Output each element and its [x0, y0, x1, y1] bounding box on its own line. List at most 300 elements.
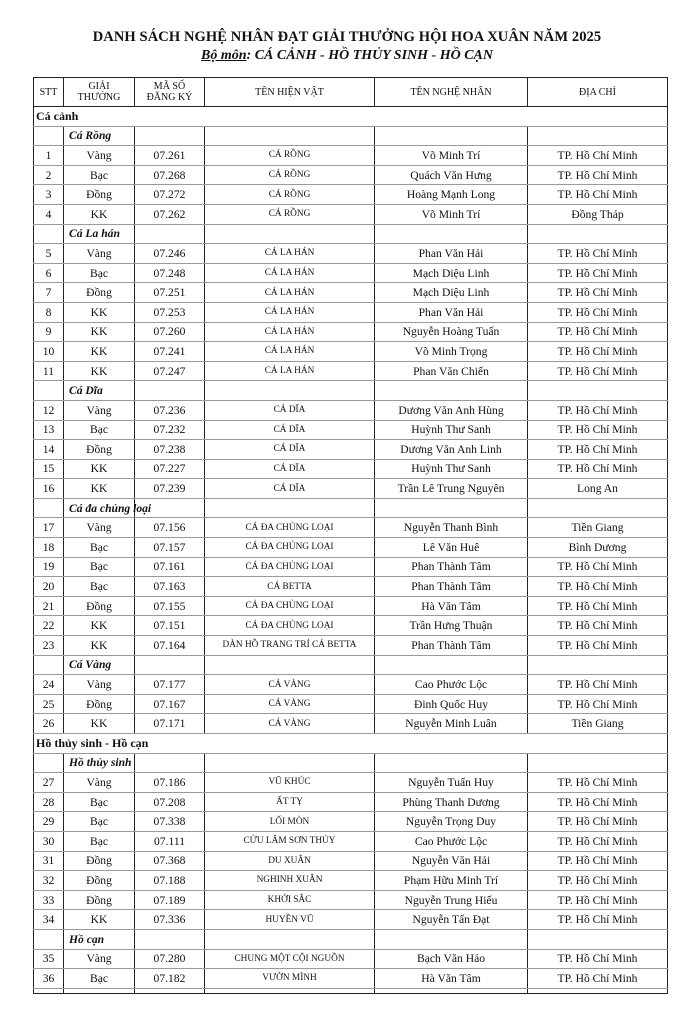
stt-cell: 13 [34, 420, 64, 440]
category-row [34, 107, 668, 127]
award-cell: Đồng [64, 871, 135, 891]
stt-cell: 20 [34, 577, 64, 597]
artisan-name-cell: Trần Lê Trung Nguyên [375, 479, 528, 499]
address-cell: TP. Hồ Chí Minh [528, 831, 668, 851]
empty-cell [375, 126, 528, 146]
stt-cell: 7 [34, 283, 64, 303]
award-cell: Đồng [64, 694, 135, 714]
table-header-row [34, 78, 668, 107]
empty-cell [205, 498, 375, 518]
empty-cell [375, 929, 528, 949]
address-cell: Tiền Giang [528, 518, 668, 538]
stt-cell: 35 [34, 949, 64, 969]
item-name-cell: CÁ LA HÁN [205, 322, 375, 342]
empty-cell [375, 753, 528, 773]
table-row [34, 302, 668, 322]
registration-code-cell: 07.336 [135, 910, 205, 930]
empty-cell [135, 224, 205, 244]
stt-cell: 16 [34, 479, 64, 499]
table-row [34, 773, 668, 793]
stt-cell: 9 [34, 322, 64, 342]
registration-code-cell: 07.227 [135, 459, 205, 479]
address-cell: TP. Hồ Chí Minh [528, 302, 668, 322]
table-row [34, 400, 668, 420]
award-cell: Đồng [64, 596, 135, 616]
address-cell: TP. Hồ Chí Minh [528, 910, 668, 930]
artisan-name-cell: Nguyễn Thanh Bình [375, 518, 528, 538]
artisan-name-cell: Cao Phước Lộc [375, 675, 528, 695]
empty-cell [205, 126, 375, 146]
stt-cell: 29 [34, 812, 64, 832]
item-name-cell: CÁ LA HÁN [205, 263, 375, 283]
address-cell: TP. Hồ Chí Minh [528, 440, 668, 460]
empty-cell [135, 381, 205, 401]
empty-cell [34, 498, 64, 518]
table-row [34, 204, 668, 224]
item-name-cell: CÁ LA HÁN [205, 342, 375, 362]
artisan-name-cell: Nguyễn Trung Hiếu [375, 890, 528, 910]
item-name-cell: CÁ LA HÁN [205, 283, 375, 303]
address-cell: Đồng Tháp [528, 204, 668, 224]
empty-cell [528, 929, 668, 949]
table-row [34, 831, 668, 851]
artisan-name-cell: Bạch Văn Hảo [375, 949, 528, 969]
artisan-name-cell: Võ Minh Trí [375, 146, 528, 166]
registration-code-cell: 07.338 [135, 812, 205, 832]
artisan-name-cell: Hà Văn Tâm [375, 596, 528, 616]
award-cell: KK [64, 910, 135, 930]
item-name-cell: CÁ BETTA [205, 577, 375, 597]
subcategory-name: Cá Vàng [64, 655, 135, 675]
address-cell: TP. Hồ Chí Minh [528, 773, 668, 793]
stt-cell: 22 [34, 616, 64, 636]
empty-cell [375, 655, 528, 675]
award-cell: Đồng [64, 283, 135, 303]
header-ma-so-line1: MÃ SỐ [153, 81, 186, 92]
item-name-cell: CÁ DĨA [205, 479, 375, 499]
address-cell: TP. Hồ Chí Minh [528, 675, 668, 695]
stt-cell: 36 [34, 969, 64, 989]
subcategory-name: Cá La hán [64, 224, 135, 244]
table-row [34, 165, 668, 185]
item-name-cell: CÁ ĐA CHỦNG LOẠI [205, 518, 375, 538]
stt-cell: 10 [34, 342, 64, 362]
award-cell: Đồng [64, 440, 135, 460]
category-row [34, 734, 668, 754]
item-name-cell: CÁ ĐA CHỦNG LOẠI [205, 596, 375, 616]
address-cell: Long An [528, 479, 668, 499]
registration-code-cell: 07.164 [135, 636, 205, 656]
address-cell: TP. Hồ Chí Minh [528, 322, 668, 342]
document-title: DANH SÁCH NGHỆ NHÂN ĐẠT GIẢI THƯỞNG HỘI HOA XUÂN NĂM 2025 [92, 29, 602, 45]
address-cell: TP. Hồ Chí Minh [528, 890, 668, 910]
award-cell: Bạc [64, 263, 135, 283]
award-cell: Bạc [64, 538, 135, 558]
artisan-name-cell: Huỳnh Thư Sanh [375, 420, 528, 440]
document-subtitle [0, 48, 694, 64]
registration-code-cell: 07.248 [135, 263, 205, 283]
stt-cell: 30 [34, 831, 64, 851]
item-name-cell: CÁ LA HÁN [205, 244, 375, 264]
table-row [34, 871, 668, 891]
item-name-cell: CÁ LA HÁN [205, 302, 375, 322]
stt-cell: 33 [34, 890, 64, 910]
empty-cell [135, 655, 205, 675]
subcategory-name: Hồ cạn [64, 929, 135, 949]
table-row [34, 851, 668, 871]
subcategory-name: Cá Dĩa [64, 381, 135, 401]
award-cell: Bạc [64, 557, 135, 577]
header-ten-hien-vat [205, 78, 375, 107]
empty-cell [205, 381, 375, 401]
stt-cell: 31 [34, 851, 64, 871]
registration-code-cell: 07.161 [135, 557, 205, 577]
table-row [34, 714, 668, 734]
address-cell: Tiền Giang [528, 714, 668, 734]
artisan-name-cell: Phan Văn Chiến [375, 361, 528, 381]
empty-cell [375, 498, 528, 518]
registration-code-cell: 07.171 [135, 714, 205, 734]
stt-cell: 28 [34, 792, 64, 812]
address-cell: TP. Hồ Chí Minh [528, 871, 668, 891]
table-row [34, 420, 668, 440]
stt-cell: 18 [34, 538, 64, 558]
item-name-cell: DÀN HỒ TRANG TRÍ CÁ BETTA [205, 636, 375, 656]
artisan-name-cell: Dương Văn Anh Linh [375, 440, 528, 460]
award-cell: Bạc [64, 812, 135, 832]
award-cell: KK [64, 361, 135, 381]
artisan-name-cell: Đinh Quốc Huy [375, 694, 528, 714]
stt-cell: 15 [34, 459, 64, 479]
registration-code-cell: 07.111 [135, 831, 205, 851]
artisan-name-cell: Phan Văn Hải [375, 302, 528, 322]
empty-cell [135, 929, 205, 949]
header-ma-so [135, 78, 205, 107]
stt-cell: 2 [34, 165, 64, 185]
stt-cell: 21 [34, 596, 64, 616]
address-cell: TP. Hồ Chí Minh [528, 263, 668, 283]
artisan-name-cell: Dương Văn Anh Hùng [375, 400, 528, 420]
address-cell: TP. Hồ Chí Minh [528, 694, 668, 714]
address-cell: TP. Hồ Chí Minh [528, 185, 668, 205]
address-cell: Bình Dương [528, 538, 668, 558]
artisan-name-cell: Nguyễn Tuấn Huy [375, 773, 528, 793]
stt-cell: 14 [34, 440, 64, 460]
award-cell: Đồng [64, 185, 135, 205]
subcategory-row [34, 381, 668, 401]
address-cell: TP. Hồ Chí Minh [528, 969, 668, 989]
table-row [34, 538, 668, 558]
registration-code-cell: 07.239 [135, 479, 205, 499]
stt-cell: 12 [34, 400, 64, 420]
registration-code-cell: 07.247 [135, 361, 205, 381]
category-name: Cá cảnh [34, 107, 668, 127]
subcategory-name: Cá Rồng [64, 126, 135, 146]
subcategory-row [34, 126, 668, 146]
artisan-name-cell: Phạm Hữu Minh Trí [375, 871, 528, 891]
award-cell: KK [64, 616, 135, 636]
subtitle-text: : CÁ CẢNH - HỒ THỦY SINH - HỒ CẠN [246, 48, 493, 63]
award-cell: Bạc [64, 792, 135, 812]
table-row [34, 459, 668, 479]
item-name-cell: CÁ VÀNG [205, 675, 375, 695]
registration-code-cell: 07.182 [135, 969, 205, 989]
award-cell: Vàng [64, 146, 135, 166]
item-name-cell: CÁ RỒNG [205, 204, 375, 224]
registration-code-cell: 07.155 [135, 596, 205, 616]
subcategory-row [34, 498, 668, 518]
award-cell: Bạc [64, 577, 135, 597]
table-row [34, 361, 668, 381]
stt-cell: 32 [34, 871, 64, 891]
stt-cell: 24 [34, 675, 64, 695]
award-cell: KK [64, 342, 135, 362]
empty-cell [34, 929, 64, 949]
header-ten-nghe-nhan [375, 78, 528, 107]
registration-code-cell: 07.177 [135, 675, 205, 695]
address-cell: TP. Hồ Chí Minh [528, 459, 668, 479]
registration-code-cell: 07.272 [135, 185, 205, 205]
registration-code-cell: 07.156 [135, 518, 205, 538]
stt-cell: 17 [34, 518, 64, 538]
table-row [34, 675, 668, 695]
stt-cell: 11 [34, 361, 64, 381]
registration-code-cell: 07.280 [135, 949, 205, 969]
registration-code-cell: 07.260 [135, 322, 205, 342]
stt-cell: 27 [34, 773, 64, 793]
artisan-name-cell: Huỳnh Thư Sanh [375, 459, 528, 479]
item-name-cell: CỬU LÂM SƠN THỦY [205, 831, 375, 851]
address-cell: TP. Hồ Chí Minh [528, 361, 668, 381]
empty-cell [135, 126, 205, 146]
stt-cell: 8 [34, 302, 64, 322]
header-ten-hien-vat-label: TÊN HIỆN VẬT [255, 86, 324, 98]
artisan-name-cell: Phan Thành Tâm [375, 636, 528, 656]
registration-code-cell: 07.151 [135, 616, 205, 636]
header-giai-thuong-line2: THƯỞNG [77, 92, 121, 103]
item-name-cell: CHUNG MỘT CỘI NGUỒN [205, 949, 375, 969]
header-giai-thuong [64, 78, 135, 107]
artisan-name-cell: Võ Minh Trí [375, 204, 528, 224]
artisan-name-cell: Nguyễn Văn Hải [375, 851, 528, 871]
stt-cell: 4 [34, 204, 64, 224]
item-name-cell: ẤT TỴ [205, 792, 375, 812]
empty-cell [205, 655, 375, 675]
registration-code-cell: 07.262 [135, 204, 205, 224]
subcategory-row [34, 753, 668, 773]
address-cell: TP. Hồ Chí Minh [528, 342, 668, 362]
empty-cell [205, 988, 375, 993]
artisan-name-cell: Phùng Thanh Dương [375, 792, 528, 812]
item-name-cell: CÁ RỒNG [205, 165, 375, 185]
registration-code-cell: 07.253 [135, 302, 205, 322]
empty-cell [34, 753, 64, 773]
stt-cell: 3 [34, 185, 64, 205]
registration-code-cell: 07.268 [135, 165, 205, 185]
table-row [34, 479, 668, 499]
award-cell: Bạc [64, 831, 135, 851]
item-name-cell: CÁ RỒNG [205, 146, 375, 166]
header-dia-chi [528, 78, 668, 107]
empty-cell [205, 929, 375, 949]
empty-cell [528, 655, 668, 675]
artisan-name-cell: Phan Thành Tâm [375, 577, 528, 597]
stt-cell: 1 [34, 146, 64, 166]
table-row [34, 949, 668, 969]
table-row [34, 322, 668, 342]
award-cell: Vàng [64, 400, 135, 420]
table-row [34, 342, 668, 362]
table-row [34, 890, 668, 910]
empty-cell [135, 753, 205, 773]
address-cell: TP. Hồ Chí Minh [528, 165, 668, 185]
registration-code-cell: 07.157 [135, 538, 205, 558]
award-cell: KK [64, 714, 135, 734]
item-name-cell: DU XUÂN [205, 851, 375, 871]
table-row [34, 283, 668, 303]
stt-cell: 26 [34, 714, 64, 734]
table-row [34, 263, 668, 283]
item-name-cell: CÁ ĐA CHỦNG LOẠI [205, 557, 375, 577]
artisan-name-cell: Trần Hưng Thuận [375, 616, 528, 636]
item-name-cell: CÁ VÀNG [205, 714, 375, 734]
stt-cell: 25 [34, 694, 64, 714]
category-name: Hồ thủy sinh - Hồ cạn [34, 734, 668, 754]
artisan-name-cell: Võ Minh Trọng [375, 342, 528, 362]
item-name-cell: VƯỜN MÌNH [205, 969, 375, 989]
registration-code-cell: 07.241 [135, 342, 205, 362]
award-cell: Đồng [64, 890, 135, 910]
header-giai-thuong-line1: GIẢI [88, 81, 110, 92]
empty-cell [205, 753, 375, 773]
registration-code-cell: 07.368 [135, 851, 205, 871]
table-row [34, 596, 668, 616]
stt-cell: 6 [34, 263, 64, 283]
empty-cell [135, 988, 205, 993]
empty-cell [34, 126, 64, 146]
item-name-cell: CÁ DĨA [205, 459, 375, 479]
award-cell: Bạc [64, 165, 135, 185]
subcategory-row [34, 655, 668, 675]
address-cell: TP. Hồ Chí Minh [528, 949, 668, 969]
empty-cell [34, 381, 64, 401]
item-name-cell: CÁ ĐA CHỦNG LOẠI [205, 538, 375, 558]
item-name-cell: CÁ DĨA [205, 420, 375, 440]
registration-code-cell: 07.189 [135, 890, 205, 910]
award-cell: KK [64, 636, 135, 656]
empty-cell [528, 224, 668, 244]
award-cell: Bạc [64, 420, 135, 440]
item-name-cell: CÁ LA HÁN [205, 361, 375, 381]
table-row [34, 969, 668, 989]
award-cell: Vàng [64, 949, 135, 969]
address-cell: TP. Hồ Chí Minh [528, 420, 668, 440]
address-cell: TP. Hồ Chí Minh [528, 244, 668, 264]
stt-cell: 34 [34, 910, 64, 930]
empty-cell [375, 988, 528, 993]
empty-cell [64, 988, 135, 993]
item-name-cell: VŨ KHÚC [205, 773, 375, 793]
artisan-name-cell: Cao Phước Lộc [375, 831, 528, 851]
artisan-name-cell: Hoàng Mạnh Long [375, 185, 528, 205]
award-cell: KK [64, 479, 135, 499]
subcategory-row [34, 224, 668, 244]
artisan-name-cell: Phan Văn Hải [375, 244, 528, 264]
empty-cell [528, 381, 668, 401]
registration-code-cell: 07.236 [135, 400, 205, 420]
stt-cell: 23 [34, 636, 64, 656]
award-cell: KK [64, 459, 135, 479]
artisan-name-cell: Phan Thành Tâm [375, 557, 528, 577]
award-cell: Vàng [64, 675, 135, 695]
item-name-cell: CÁ RỒNG [205, 185, 375, 205]
empty-cell [528, 753, 668, 773]
subtitle-label: Bộ môn [201, 48, 247, 63]
registration-code-cell: 07.251 [135, 283, 205, 303]
subcategory-name: Cá đa chủng loại [64, 498, 135, 518]
item-name-cell: HUYỀN VŨ [205, 910, 375, 930]
award-cell: Vàng [64, 518, 135, 538]
table-row [34, 557, 668, 577]
header-stt [34, 78, 64, 107]
registration-code-cell: 07.246 [135, 244, 205, 264]
artisan-name-cell: Nguyễn Minh Luân [375, 714, 528, 734]
item-name-cell: CÁ ĐA CHỦNG LOẠI [205, 616, 375, 636]
registration-code-cell: 07.208 [135, 792, 205, 812]
registration-code-cell: 07.186 [135, 773, 205, 793]
awards-table [33, 77, 668, 994]
table-row [34, 577, 668, 597]
registration-code-cell: 07.232 [135, 420, 205, 440]
empty-cell [528, 498, 668, 518]
artisan-name-cell: Hà Văn Tâm [375, 969, 528, 989]
address-cell: TP. Hồ Chí Minh [528, 596, 668, 616]
item-name-cell: LỐI MÒN [205, 812, 375, 832]
artisan-name-cell: Quách Văn Hưng [375, 165, 528, 185]
item-name-cell: CÁ DĨA [205, 400, 375, 420]
empty-cell [34, 988, 64, 993]
table-row [34, 146, 668, 166]
table-body [34, 107, 668, 994]
table-row [34, 792, 668, 812]
artisan-name-cell: Mạch Diệu Linh [375, 263, 528, 283]
item-name-cell: CÁ DĨA [205, 440, 375, 460]
award-cell: KK [64, 302, 135, 322]
artisan-name-cell: Lê Văn Huê [375, 538, 528, 558]
address-cell: TP. Hồ Chí Minh [528, 557, 668, 577]
header-stt-label: STT [39, 86, 58, 98]
address-cell: TP. Hồ Chí Minh [528, 812, 668, 832]
award-cell: KK [64, 322, 135, 342]
subcategory-row [34, 929, 668, 949]
award-cell: Bạc [64, 969, 135, 989]
artisan-name-cell: Nguyễn Trọng Duy [375, 812, 528, 832]
address-cell: TP. Hồ Chí Minh [528, 400, 668, 420]
table-row [34, 518, 668, 538]
address-cell: TP. Hồ Chí Minh [528, 283, 668, 303]
table-row [34, 616, 668, 636]
address-cell: TP. Hồ Chí Minh [528, 616, 668, 636]
award-cell: Đồng [64, 851, 135, 871]
empty-cell [375, 381, 528, 401]
table-end-band [34, 988, 668, 993]
empty-cell [34, 224, 64, 244]
empty-cell [205, 224, 375, 244]
award-cell: KK [64, 204, 135, 224]
table-row [34, 636, 668, 656]
item-name-cell: NGHINH XUÂN [205, 871, 375, 891]
address-cell: TP. Hồ Chí Minh [528, 636, 668, 656]
